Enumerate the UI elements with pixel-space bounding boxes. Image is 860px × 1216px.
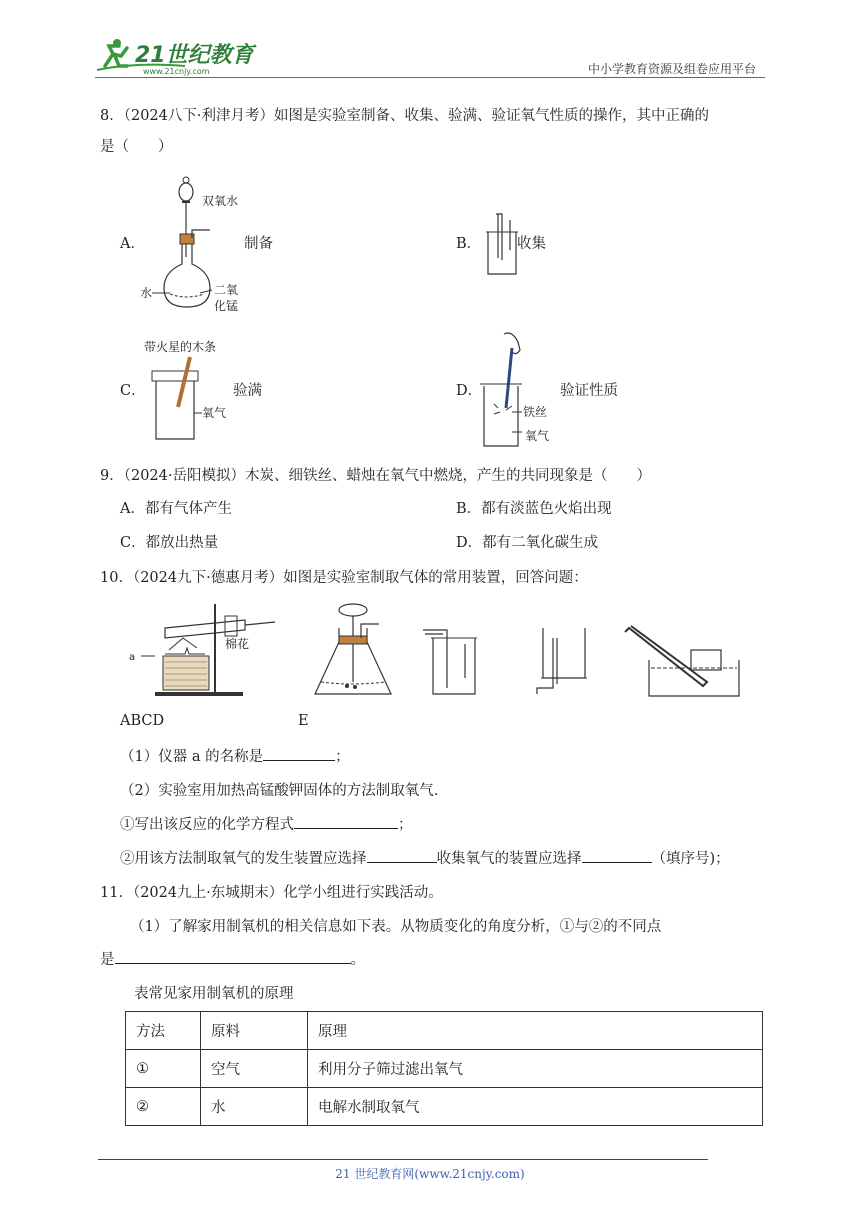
- q10-generator-blank[interactable]: [367, 847, 437, 863]
- label-cotton: 棉花: [225, 637, 250, 651]
- footer-divider: [98, 1159, 708, 1160]
- label-oxygen-c: 氧气: [202, 406, 227, 420]
- q10-part1-answer-blank[interactable]: [263, 745, 335, 761]
- logo-sub-text: www.21cnjy.com: [143, 67, 210, 76]
- q10-collector-blank[interactable]: [582, 847, 652, 863]
- q10-part4-mid: 收集氧气的装置应选择: [436, 851, 582, 867]
- q10-e-label: E: [298, 713, 309, 729]
- q8-stem-line1: 8．（2024八下·利津月考）如图是实验室制备、收集、验满、验证氧气性质的操作，其中正确的: [100, 108, 709, 124]
- apparatus-d-inverted-bottle-icon: [537, 628, 587, 694]
- q8-option-b-letter[interactable]: B．: [456, 236, 482, 252]
- q9-option-c[interactable]: C．都放出热量: [120, 535, 219, 551]
- q8-option-c-text: 验满: [233, 383, 262, 399]
- q10-apparatus-figure: [125, 598, 765, 702]
- q10-part4: [120, 845, 730, 873]
- q10-equation-blank[interactable]: [294, 813, 398, 829]
- q8-option-c-apparatus-icon: [142, 335, 242, 445]
- q10-part3-end: ；: [398, 817, 413, 833]
- table-cell: 利用分子筛过滤出氧气: [308, 1050, 763, 1088]
- q11-table-caption: 表常见家用制氧机的原理: [134, 986, 294, 1002]
- q8-option-a-apparatus-icon: [140, 172, 250, 317]
- label-instrument-a: a: [129, 652, 136, 663]
- q10-part1-end: ；: [335, 749, 350, 765]
- runner-logo-icon: [95, 36, 260, 76]
- label-oxygen-d: 氧气: [525, 429, 550, 443]
- q8-option-b-bottle-icon: [482, 210, 522, 278]
- table-cell: ①: [126, 1050, 201, 1088]
- q10-part3-text: ①写出该反应的化学方程式: [120, 817, 294, 833]
- q11-difference-blank[interactable]: [115, 948, 351, 964]
- label-water: 水: [140, 286, 153, 300]
- platform-name: 中小学教育资源及组卷应用平台: [587, 62, 756, 76]
- label-iron-wire: 铁丝: [523, 405, 548, 419]
- table-cell: ②: [126, 1088, 201, 1126]
- q9-option-a[interactable]: A．都有气体产生: [120, 501, 232, 517]
- table-header-cell: 原理: [308, 1012, 763, 1050]
- q11-part1-end: 。: [350, 952, 365, 968]
- q8-option-d-apparatus-icon: [478, 328, 568, 450]
- q11-stem: 11．（2024九上·东城期末）化学小组进行实践活动。: [100, 885, 443, 901]
- q9-option-b[interactable]: B．都有淡蓝色火焰出现: [456, 501, 612, 517]
- q10-part1: [120, 743, 350, 771]
- table-cell: 电解水制取氧气: [308, 1088, 763, 1126]
- q9-option-d[interactable]: D．都有二氧化碳生成: [456, 535, 599, 551]
- label-hydrogen-peroxide: 双氧水: [202, 194, 239, 208]
- q8-option-d-letter[interactable]: D．: [456, 383, 483, 399]
- table-header-row: [126, 1012, 763, 1050]
- q8-option-c-letter[interactable]: C．: [120, 383, 146, 399]
- oxygen-generator-table: [125, 1011, 763, 1126]
- apparatus-c-bottle-icon: [423, 630, 477, 694]
- q11-part1-line2: [100, 946, 365, 974]
- apparatus-a-heating-icon: [129, 604, 275, 696]
- apparatus-b-flask-icon: [315, 604, 391, 694]
- logo-main-text: 21世纪教育: [135, 43, 254, 68]
- label-manganese-1: 二氧: [214, 283, 239, 297]
- table-row: [126, 1088, 763, 1126]
- q8-stem-line2: 是（ ）: [100, 139, 173, 155]
- table-header-cell: 方法: [126, 1012, 201, 1050]
- q10-part4-text: ②用该方法制取氧气的发生装置应选择: [120, 851, 367, 867]
- q9-stem: 9．（2024·岳阳模拟）木炭、细铁丝、蜡烛在氧气中燃烧，产生的共同现象是（ ）: [100, 468, 651, 484]
- table-row: [126, 1050, 763, 1088]
- label-manganese-2: 化锰: [214, 299, 239, 313]
- q10-part3: [120, 811, 413, 839]
- q10-stem: 10．（2024九下·德惠月考）如图是实验室制取气体的常用装置，回答问题：: [100, 570, 588, 586]
- apparatus-e-trough-icon: [625, 626, 739, 696]
- q8-option-a-text: 制备: [244, 236, 273, 252]
- q8-option-a-letter[interactable]: A．: [120, 236, 145, 252]
- table-cell: 水: [201, 1088, 308, 1126]
- site-logo: [95, 36, 260, 76]
- q11-part1-prefix: 是: [100, 952, 115, 968]
- q10-part4-end: （填序号)；: [651, 851, 730, 867]
- footer-link[interactable]: 21 世纪教育网(www.21cnjy.com): [335, 1167, 525, 1181]
- q10-part2: （2）实验室用加热高锰酸钾固体的方法制取氧气.: [120, 783, 439, 799]
- q8-option-b-text: 收集: [517, 236, 546, 252]
- header-divider: [95, 77, 765, 78]
- q11-part1: （1）了解家用制氧机的相关信息如下表。从物质变化的角度分析，①与②的不同点: [130, 919, 662, 935]
- q8-option-d-text: 验证性质: [560, 383, 618, 399]
- q10-abcd-label: ABCD: [120, 713, 165, 729]
- label-glowing-splint: 带火星的木条: [144, 340, 217, 354]
- table-header-cell: 原料: [201, 1012, 308, 1050]
- q10-part1-text: （1）仪器 a 的名称是: [120, 749, 264, 765]
- table-cell: 空气: [201, 1050, 308, 1088]
